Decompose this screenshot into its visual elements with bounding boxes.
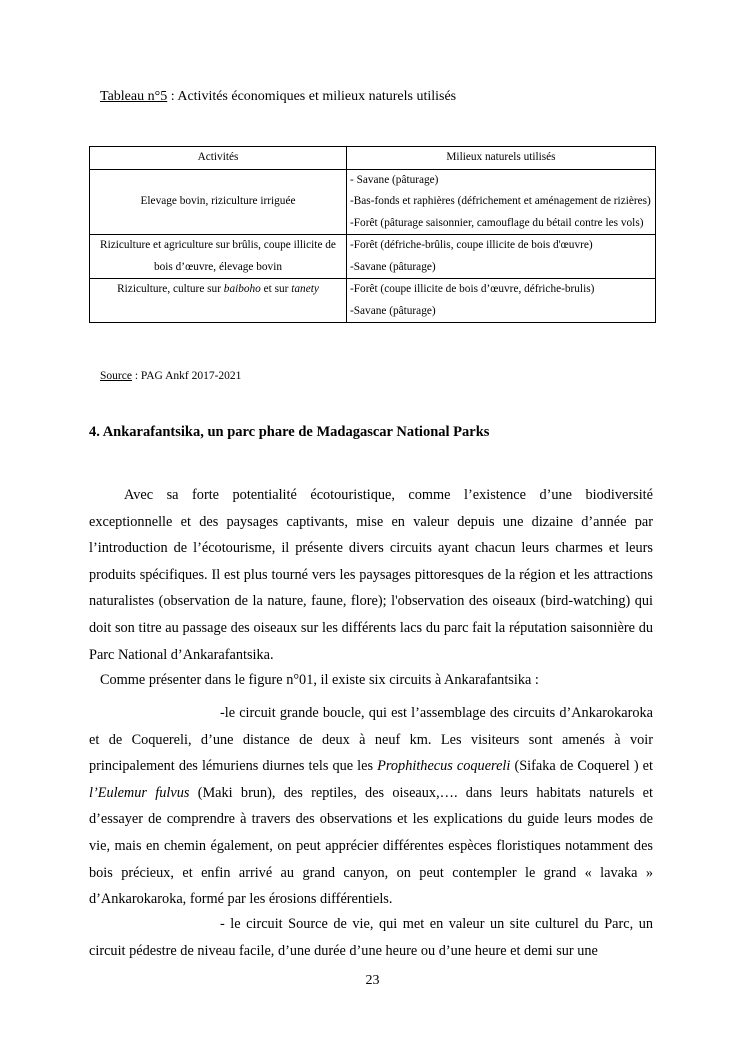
source-label: Source [100,370,132,382]
table-caption [100,89,456,105]
milieu-line: -Savane (pâturage) [350,260,436,273]
milieu-line: -Bas-fonds et raphières (défrichement et aménagement de rizières) [350,195,651,207]
table-row [90,279,656,323]
activities-table [89,146,656,323]
table-cell-activity: Riziculture et agriculture sur brûlis, coupe illicite de bois d’œuvre, élevage bovin [90,235,347,279]
milieu-line: -Savane (pâturage) [350,304,436,317]
table-row [90,169,656,235]
table-caption-label: Tableau n°5 [100,89,168,104]
paragraph-circuit-source-de-vie: - le circuit Source de vie, qui met en valeur un site culturel du Parc, un circuit pédestre de niveau facile, d’une durée d’une heure ou d’une heure et demi sur une [89,916,653,959]
table-source [100,370,241,382]
table-cell-milieux [347,235,656,279]
page-number: 23 [365,973,380,988]
table-cell-activity [90,279,347,323]
paragraph-text: (Maki brun), des reptiles, des oiseaux,…. dans leurs habitats naturels et d’essayer de comprendre à travers des observations et les explications du guide leurs modes de vie, mais en chemin également, on peut apprécier différentes espèces floristiques notamment des bois précieux, et enfin arrivé au grand canyon, on peut contempler le grand « lavaka » d’Ankarokaroka, formé par les érosions différentiels. [89,784,653,908]
table-header-milieux: Milieux naturels utilisés [347,147,656,170]
paragraph-circuits-intro: Comme présenter dans le figure n°01, il existe six circuits à Ankarafantsika : [100,672,539,688]
table-cell-milieux [347,169,656,235]
activity-text: Riziculture, culture sur [117,283,224,295]
table-cell-activity: Elevage bovin, riziculture irriguée [90,169,347,235]
paragraph-text: (Sifaka de Coquerel ) et [510,758,654,775]
source-text: : PAG Ankf 2017-2021 [131,370,242,382]
species-name: Prophithecus coquereli [377,758,511,775]
milieu-line: - Savane (pâturage) [350,173,439,186]
milieu-line: -Forêt (défriche-brûlis, coupe illicite de bois d'œuvre) [350,239,593,251]
activity-text: et sur [260,283,292,295]
paragraph-text: -le circuit grande boucle, qui est l’assemblage des circuits d’Ankarokaroka et de Coquereli, d’une distance de deux à neuf km. Les visiteurs sont amenés à voir principalement des lémuriens diurnes tels que les [89,705,653,775]
table-header-row [90,147,656,170]
milieu-line: -Forêt (coupe illicite de bois d’œuvre, défriche-brulis) [350,283,595,295]
table-caption-text: : Activités économiques et milieux naturels utilisés [167,89,457,104]
milieu-line: -Forêt (pâturage saisonnier, camouflage du bétail contre les vols) [350,216,644,229]
activity-term-tanety: tanety [291,283,319,295]
species-name: l’Eulemur fulvus [89,784,190,801]
table-header-activites: Activités [90,147,347,170]
activity-term-baiboho: baiboho [223,283,261,295]
paragraph-circuit-grande-boucle [89,700,653,913]
table-cell-milieux [347,279,656,323]
section-heading: 4. Ankarafantsika, un parc phare de Madagascar National Parks [89,424,490,440]
table-row [90,235,656,279]
paragraph-intro: Avec sa forte potentialité écotouristique, comme l’existence d’une biodiversité exceptionnelle et des paysages captivants, mise en valeur depuis une dizaine d’année par l’introduction de l’écotourisme, il présente divers circuits ayant chacun leurs charmes et leurs produits spécifiques. Il est plus tourné vers les paysages pittoresques de la région et les attractions naturalistes (observation de la nature, faune, flore); l'observation des oiseaux (bird-watching) qui doit son titre au passage des oiseaux sur les différents lacs du parc fait la réputation saisonnière du Parc National d’Ankarafantsika. [89,487,653,663]
